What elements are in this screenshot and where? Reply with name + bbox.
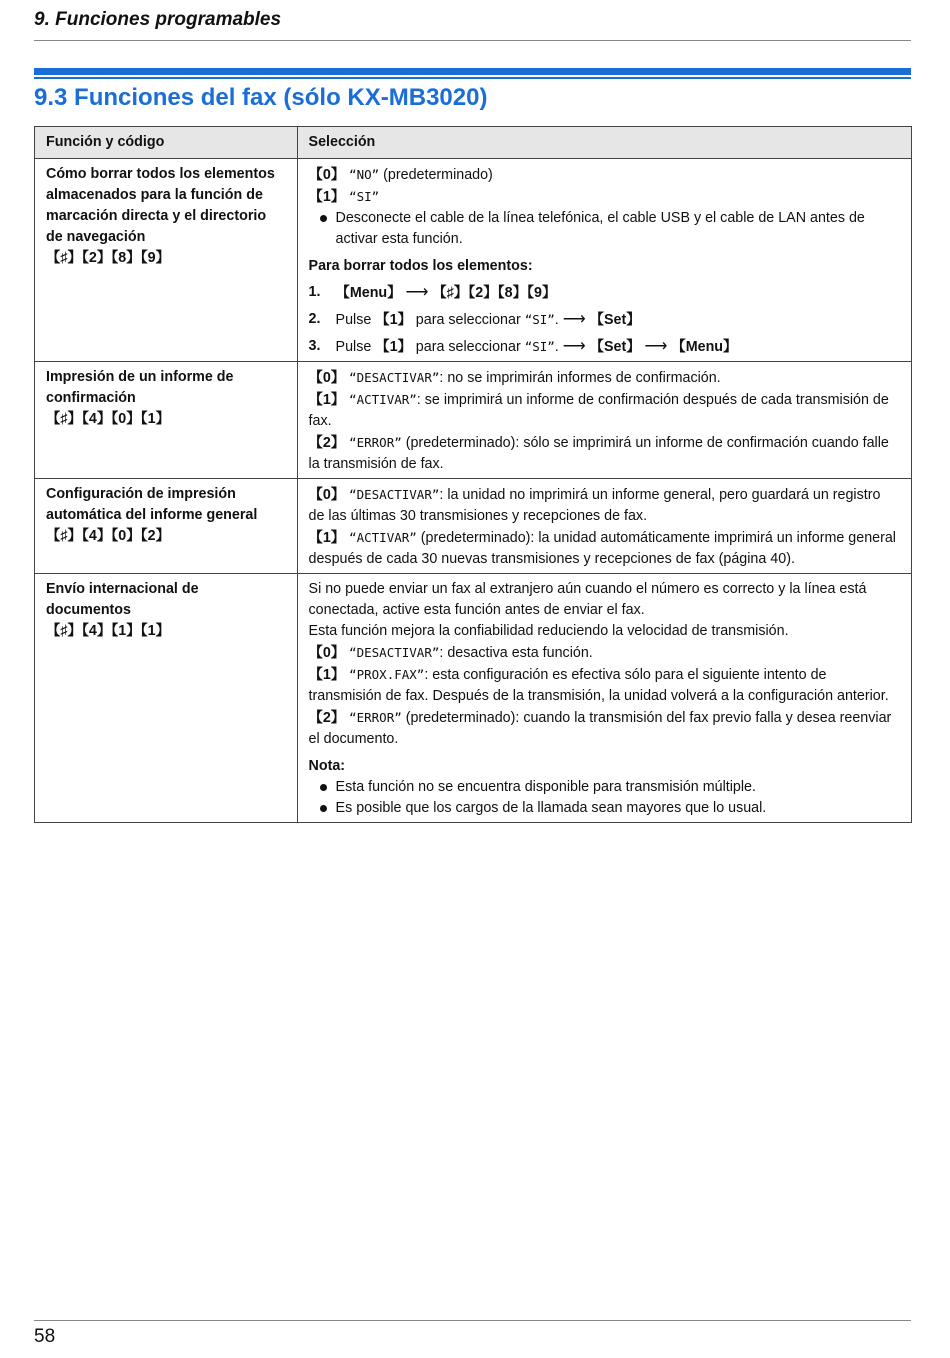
selection-cell [297, 159, 911, 362]
option-key: 【0】 [308, 645, 346, 661]
note-heading: Nota: [308, 758, 346, 774]
option-line [309, 164, 900, 186]
option-text: (predeterminado): sólo se imprimirá un informe de confirmación cuando falle la transmisión de fax. [308, 435, 889, 472]
footer-rule [34, 1320, 911, 1321]
option-key: 【0】 [308, 370, 346, 386]
page-number: 58 [34, 1326, 56, 1347]
function-code: 【♯】【4】【0】【1】 [46, 411, 170, 427]
header-rule [34, 40, 911, 41]
option-text: : esta configuración es efectiva sólo para el siguiente intento de transmisión de fax. Después de la transmisión, la unidad volverá a la configuración anterior. [308, 667, 889, 704]
list-item: Es posible que los cargos de la llamada sean mayores que lo usual. [309, 798, 900, 819]
function-code: 【♯】【4】【0】【2】 [46, 528, 170, 544]
step-text: . [554, 339, 563, 355]
option-key: 【0】 [308, 167, 346, 183]
key-label: 【1】 [375, 312, 412, 328]
list-item: Esta función no se encuentra disponible para transmisión múltiple. [309, 777, 900, 798]
table-row [35, 159, 912, 362]
option-line [309, 432, 900, 475]
table-row [35, 574, 912, 823]
option-value: “SI” [524, 339, 555, 354]
column-header-selection: Selección [297, 127, 911, 159]
arrow-icon: ⟶ [562, 338, 586, 355]
function-cell [35, 159, 298, 362]
option-value: “ERROR” [349, 435, 402, 450]
selection-cell [297, 574, 911, 823]
key-label: 【1】 [375, 339, 412, 355]
option-text: : se imprimirá un informe de confirmación después de cada transmisión de fax. [308, 392, 889, 429]
option-key: 【1】 [308, 530, 346, 546]
option-value: “ERROR” [349, 710, 402, 725]
selection-cell [297, 362, 911, 479]
section-bar [34, 68, 911, 75]
step-number: 2. [308, 311, 321, 327]
function-name: Configuración de impresión automática del informe general [46, 486, 258, 523]
option-value: “DESACTIVAR” [349, 487, 440, 502]
menu-key: 【Menu】 [335, 285, 402, 301]
option-text: : desactiva esta función. [439, 645, 593, 661]
column-header-function: Función y código [35, 127, 298, 159]
table-header-row [35, 127, 912, 159]
option-line [309, 664, 900, 707]
option-value: “NO” [349, 167, 380, 182]
subheading: Para borrar todos los elementos: [308, 258, 533, 274]
step-item [309, 309, 900, 331]
function-cell [35, 479, 298, 574]
table-row [35, 362, 912, 479]
option-line [309, 484, 900, 527]
option-key: 【0】 [308, 487, 346, 503]
option-value: “SI” [524, 312, 555, 327]
running-header: 9. Funciones programables [34, 9, 282, 30]
step-text: para seleccionar [411, 339, 525, 355]
option-key: 【1】 [308, 392, 346, 408]
step-text: Pulse [335, 312, 376, 328]
option-key: 【1】 [308, 667, 346, 683]
steps-list [309, 282, 900, 358]
option-value: “ACTIVAR” [349, 392, 417, 407]
step-number: 3. [308, 338, 321, 354]
section-bar-thin [34, 77, 911, 79]
option-line [309, 367, 900, 389]
option-text: : no se imprimirán informes de confirmación. [439, 370, 721, 386]
step-item [309, 282, 900, 304]
arrow-icon: ⟶ [405, 284, 429, 301]
code-keys: 【♯】【2】【8】【9】 [432, 285, 557, 301]
step-item [309, 336, 900, 358]
option-value: “SI” [349, 189, 380, 204]
option-key: 【1】 [308, 189, 346, 205]
function-table [34, 126, 912, 823]
option-text: (predeterminado): la unidad automáticamente imprimirá un informe general después de cada 30 nuevas transmisiones y recepciones de fax (página 40). [308, 530, 896, 567]
function-cell [35, 362, 298, 479]
option-value: “ACTIVAR” [349, 530, 417, 545]
step-text: . [554, 312, 563, 328]
option-key: 【2】 [308, 710, 346, 726]
function-name: Impresión de un informe de confirmación [46, 369, 234, 406]
option-value: “DESACTIVAR” [349, 645, 440, 660]
function-code: 【♯】【4】【1】【1】 [46, 623, 170, 639]
option-text: (predeterminado): cuando la transmisión del fax previo falla y desea reenviar el documento. [308, 710, 892, 747]
note-list [309, 777, 900, 819]
step-text: para seleccionar [411, 312, 525, 328]
bullet-list [309, 208, 900, 250]
arrow-icon: ⟶ [644, 338, 668, 355]
description-text: Si no puede enviar un fax al extranjero aún cuando el número es correcto y la línea está conectada, active esta función antes de enviar el fax. [308, 581, 867, 618]
section-title: 9.3 Funciones del fax (sólo KX-MB3020) [34, 84, 488, 111]
description-text: Esta función mejora la confiabilidad reduciendo la velocidad de transmisión. [308, 623, 789, 639]
option-key: 【2】 [308, 435, 346, 451]
option-line [309, 186, 900, 208]
function-cell [35, 574, 298, 823]
menu-key: 【Menu】 [671, 339, 738, 355]
option-value: “PROX.FAX” [349, 667, 425, 682]
option-text: : la unidad no imprimirá un informe general, pero guardará un registro de las últimas 30 transmisiones y recepciones de fax. [308, 487, 881, 524]
table-row [35, 479, 912, 574]
function-name: Envío internacional de documentos [46, 581, 199, 618]
function-name: Cómo borrar todos los elementos almacenados para la función de marcación directa y el directorio de navegación [46, 166, 275, 245]
step-text: Pulse [335, 339, 376, 355]
option-text: (predeterminado) [379, 167, 493, 183]
option-line [309, 389, 900, 432]
set-key: 【Set】 [589, 339, 641, 355]
arrow-icon: ⟶ [562, 311, 586, 328]
list-item: Desconecte el cable de la línea telefónica, el cable USB y el cable de LAN antes de activar esta función. [309, 208, 900, 250]
option-line [309, 707, 900, 750]
option-line [309, 527, 900, 570]
step-number: 1. [308, 284, 321, 300]
option-value: “DESACTIVAR” [349, 370, 440, 385]
selection-cell [297, 479, 911, 574]
function-code: 【♯】【2】【8】【9】 [46, 250, 170, 266]
option-line [309, 642, 900, 664]
set-key: 【Set】 [589, 312, 641, 328]
